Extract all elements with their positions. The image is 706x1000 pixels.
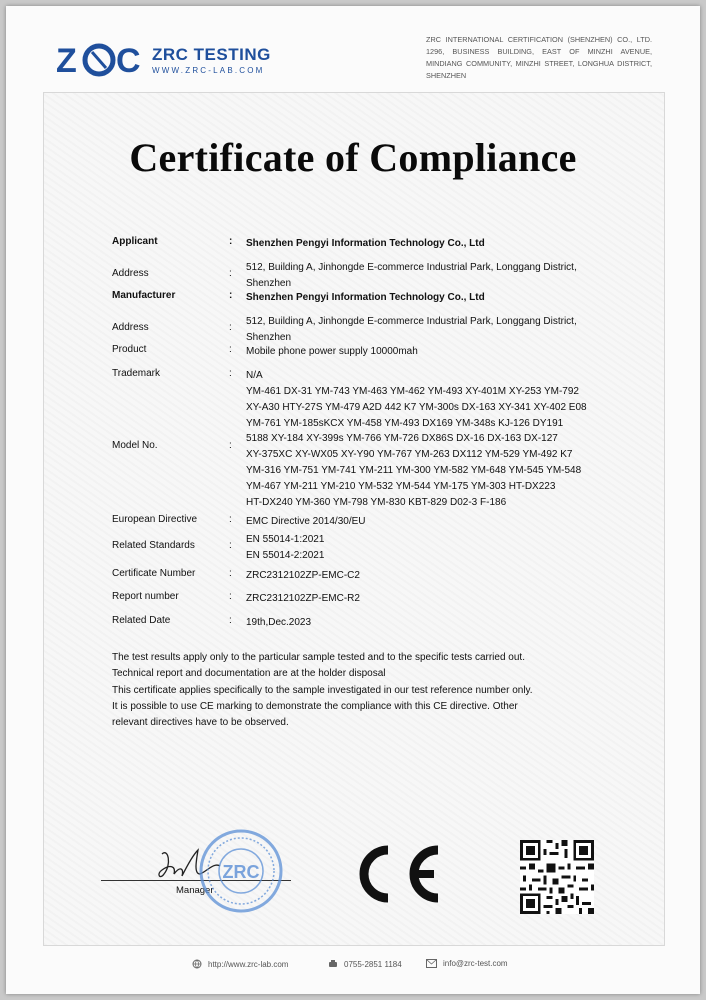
company-info xyxy=(426,34,652,82)
company-name: ZRC INTERNATIONAL CERTIFICATION (SHENZHEN) CO., LTD. xyxy=(426,35,652,44)
mail-icon xyxy=(426,959,437,968)
signer-role: Manager xyxy=(176,885,214,896)
ce-mark-icon xyxy=(346,844,442,904)
field-value: EMC Directive 2014/30/EU xyxy=(246,516,366,527)
compliance-notes xyxy=(112,650,582,731)
field-value: ZRC2312102ZP-EMC-R2 xyxy=(246,593,360,604)
field-colon: : xyxy=(229,344,232,355)
zrc-stamp-icon xyxy=(196,826,286,916)
globe-icon xyxy=(192,959,202,969)
company-address: 1296, BUSINESS BUILDING, EAST OF MINZHI AVENUE, MINDIANG COMMUNITY, MINZHI STREET, LONGHUA DISTRICT, SHENZHEN xyxy=(426,47,652,80)
model-line: XY-375XC XY-WX05 XY-Y90 YM-767 YM-263 DX112 YM-529 YM-492 K7 xyxy=(246,449,573,461)
field-colon: : xyxy=(229,568,232,579)
email-text[interactable]: info@zrc-test.com xyxy=(443,959,508,968)
qr-code-icon[interactable] xyxy=(520,840,594,914)
note-line: relevant directives have to be observed. xyxy=(112,717,289,729)
phone-icon xyxy=(328,959,338,969)
note-line: This certificate applies specifically to the sample investigated in our test reference number only. xyxy=(112,684,533,696)
phone-text: 0755-2851 1184 xyxy=(344,959,402,969)
zrc-logo xyxy=(54,40,284,80)
field-value: Mobile phone power supply 10000mah xyxy=(246,346,418,357)
field-label: Manufacturer xyxy=(112,290,176,301)
field-colon: : xyxy=(229,615,232,626)
field-label: Product xyxy=(112,344,147,355)
field-label: Certificate Number xyxy=(112,568,196,579)
field-value: N/A xyxy=(246,370,263,381)
field-colon: : xyxy=(229,540,232,551)
field-label: Model No. xyxy=(112,440,158,451)
field-value xyxy=(246,532,620,564)
field-colon: : xyxy=(229,268,232,279)
field-value: 512, Building A, Jinhongde E-commerce Industrial Park, Longgang District, Shenzhen xyxy=(246,262,577,289)
zrc-logo-icon xyxy=(54,40,146,80)
field-colon: : xyxy=(229,368,232,379)
field-label: Address xyxy=(112,268,149,279)
model-line: HT-DX240 YM-360 YM-798 YM-830 KBT-829 D02-3 F-186 xyxy=(246,496,507,508)
field-value: 19th,Dec.2023 xyxy=(246,617,312,628)
certificate-page xyxy=(6,6,700,994)
field-value: Shenzhen Pengyi Information Technology Co., Ltd xyxy=(246,292,485,303)
model-list xyxy=(246,384,620,510)
brand-name: ZRC TESTING xyxy=(152,45,271,64)
field-colon: : xyxy=(229,322,232,333)
field-label: Address xyxy=(112,322,149,333)
svg-text:C: C xyxy=(116,42,141,80)
model-line: 5188 XY-184 XY-399s YM-766 YM-726 DX86S DX-16 DX-163 DX-127 xyxy=(246,433,558,445)
footer-email[interactable] xyxy=(426,959,508,968)
standard-line: EN 55014-2:2021 xyxy=(246,549,325,561)
field-value: 512, Building A, Jinhongde E-commerce Industrial Park, Longgang District, Shenzhen xyxy=(246,316,577,343)
field-label: Report number xyxy=(112,591,179,602)
model-line: XY-A30 HTY-27S YM-479 A2D 442 K7 YM-300s DX-163 XY-341 XY-402 E08 xyxy=(246,401,587,413)
field-colon: : xyxy=(229,514,232,525)
field-colon: : xyxy=(229,591,232,602)
note-line: It is possible to use CE marking to demonstrate the compliance with this CE directive. Other xyxy=(112,700,518,712)
field-label: Related Date xyxy=(112,615,171,626)
note-line: Technical report and documentation are at the holder disposal xyxy=(112,668,386,680)
field-label: Trademark xyxy=(112,368,160,379)
field-label: European Directive xyxy=(112,514,198,525)
certificate-title: Certificate of Compliance xyxy=(129,135,577,180)
field-colon: : xyxy=(229,236,233,247)
model-line: YM-467 YM-211 YM-210 YM-532 YM-544 YM-175 YM-303 HT-DX223 xyxy=(246,480,556,492)
field-value: ZRC2312102ZP-EMC-C2 xyxy=(246,570,360,581)
field-colon: : xyxy=(229,290,233,301)
model-line: YM-461 DX-31 YM-743 YM-463 YM-462 YM-493 XY-401M XY-253 YM-792 xyxy=(246,386,579,397)
svg-text:ZRC: ZRC xyxy=(222,862,260,882)
standard-line: EN 55014-1:2021 xyxy=(246,534,325,545)
field-label: Applicant xyxy=(112,236,158,247)
field-label: Related Standards xyxy=(112,540,195,551)
website-text[interactable]: http://www.zrc-lab.com xyxy=(208,959,289,969)
model-line: YM-316 YM-751 YM-741 YM-211 YM-300 YM-582 YM-648 YM-545 YM-548 xyxy=(246,464,582,476)
field-value: Shenzhen Pengyi Information Technology Co., Ltd xyxy=(246,238,485,249)
svg-text:Z: Z xyxy=(56,42,77,80)
note-line: The test results apply only to the particular sample tested and to the specific tests carried out. xyxy=(112,652,525,663)
brand-url: WWW.ZRC-LAB.COM xyxy=(152,66,265,75)
footer-website[interactable] xyxy=(192,959,288,969)
model-line: YM-761 YM-185sKCX YM-458 YM-493 DX169 YM-348s KJ-126 DY191 xyxy=(246,417,564,429)
footer-phone xyxy=(328,959,402,969)
field-colon: : xyxy=(229,440,232,451)
